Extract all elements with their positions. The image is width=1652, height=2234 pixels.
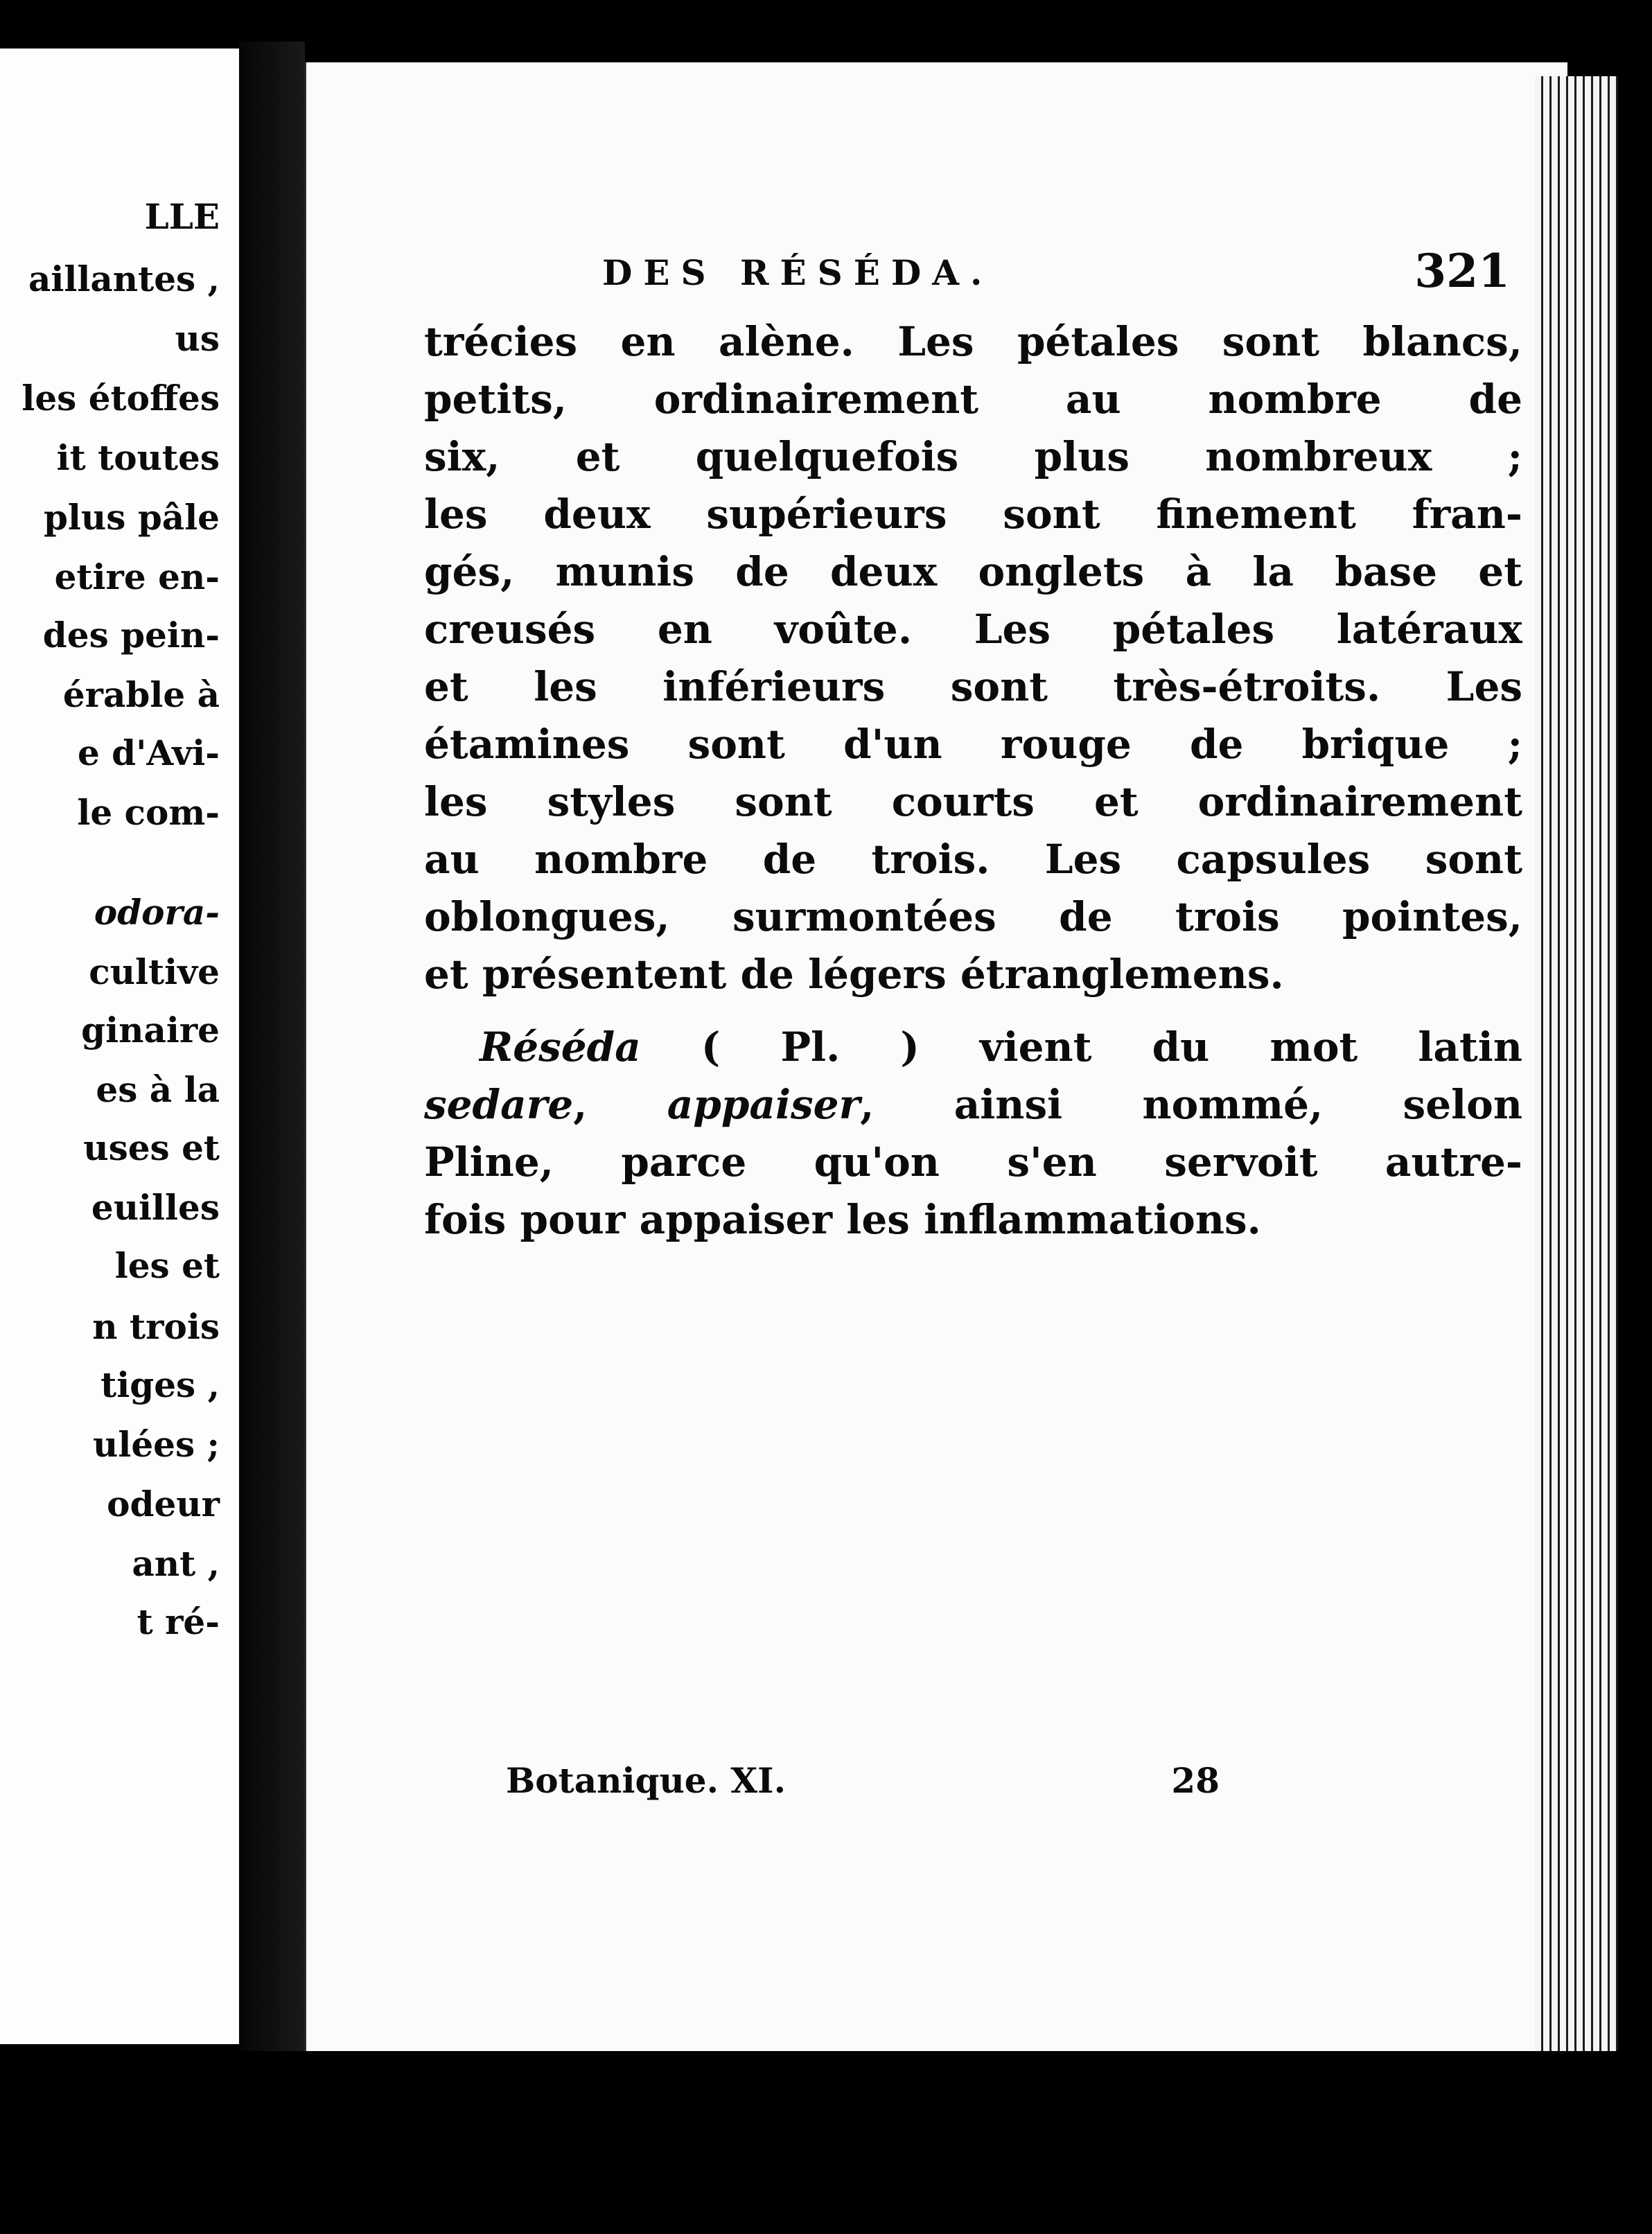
text-line: six, et quelquefois plus nombreux ; [424,433,1522,480]
left-page-fragment: tiges , [100,1364,220,1405]
left-page-fragment: odora- [94,892,220,933]
text-line: creusés en voûte. Les pétales latéraux [424,606,1522,653]
left-page-fragment: euilles [91,1187,220,1228]
left-page-fragment: le com- [77,792,220,833]
text-line: au nombre de trois. Les capsules sont [424,836,1522,883]
signature-mark: Botanique. XI. [506,1760,786,1801]
left-page-fragment: aillantes , [28,258,220,299]
left-page-fragment: e d'Avi- [77,732,220,773]
etymology-line-4: fois pour appaiser les inflammations. [424,1196,1261,1243]
left-page-fragment: es à la [96,1069,220,1110]
text-line: les deux supérieurs sont finement fran- [424,491,1522,538]
page-number: 321 [1414,244,1510,298]
left-page-fragment: ant , [132,1543,220,1584]
etymology-line-2: sedare, appaiser, ainsi nommé, selon [424,1081,1522,1128]
left-page-fragment: uses et [83,1127,220,1168]
text-line: et présentent de légers étranglemens. [424,951,1284,998]
left-page-fragment: érable à [62,674,220,715]
text-line: gés, munis de deux onglets à la base et [424,548,1522,595]
running-head [602,244,1510,306]
etymology-term: Réséda [480,1023,641,1071]
left-page-fragment: cultive [89,951,220,992]
text-line: trécies en alène. Les pétales sont blancs, [424,318,1522,365]
left-page-fragment: ginaire [81,1010,220,1050]
left-page-fragment: us [175,318,220,359]
signature-line [506,1760,1220,1815]
left-page-fragment: plus pâle [43,497,220,538]
left-page-fragment: les étoffes [21,378,220,419]
gutter-shadow [239,42,305,2051]
left-page-fragment: etire en- [54,556,220,597]
etymology-text: , ainsi nommé, selon [860,1081,1522,1128]
french-word: appaiser [667,1081,861,1128]
left-page-fragment: ulées ; [93,1424,220,1465]
left-page-fragment: t ré- [137,1601,220,1642]
page-edges [1535,76,1618,2051]
left-page [0,49,241,2044]
latin-word: sedare [424,1081,574,1128]
left-page-fragment: it toutes [56,437,220,478]
running-title: DES RÉSÉDA. [602,252,994,293]
left-page-fragment: LLE [144,196,220,237]
text-line: oblongues, surmontées de trois pointes, [424,893,1522,940]
left-page-fragment: n trois [92,1306,220,1347]
signature-number: 28 [1171,1760,1220,1801]
text-line: et les inférieurs sont très-étroits. Les [424,663,1522,710]
text-line: petits, ordinairement au nombre de [424,376,1522,423]
etymology-text: ( Pl. ) vient du mot latin [640,1023,1522,1071]
body-text [424,313,1522,1249]
left-page-fragment: odeur [107,1484,220,1524]
left-page-fragment: des pein- [42,615,220,656]
left-page-fragment: les et [114,1245,220,1286]
text-line: étamines sont d'un rouge de brique ; [424,721,1522,768]
etymology-line-3: Pline, parce qu'on s'en servoit autre- [424,1138,1522,1186]
text-line: les styles sont courts et ordinairement [424,778,1522,825]
etymology-line-1 [424,1019,1522,1076]
right-page [305,62,1567,2051]
